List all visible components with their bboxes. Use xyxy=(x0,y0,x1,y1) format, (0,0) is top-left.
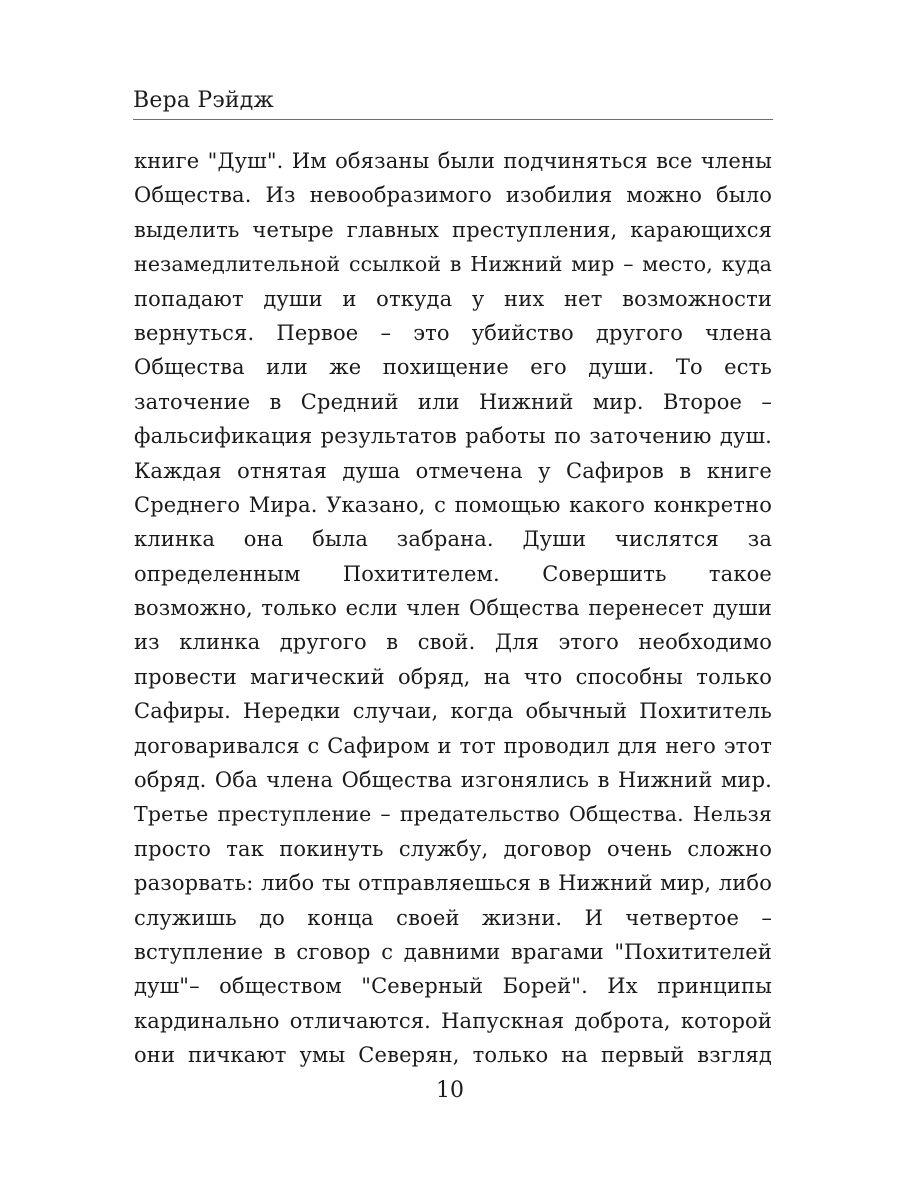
text-line: книге "Душ". Им обязаны были подчиняться все члены xyxy=(134,149,772,173)
text-line: незамедлительной ссылкой в Нижний мир – место, куда xyxy=(134,252,772,277)
text-line: вступление в сговор с давними врагами "Похитителей xyxy=(134,939,772,964)
running-header xyxy=(133,86,773,122)
text-line: определенным Похитителем. Совершить такое xyxy=(134,561,772,586)
text-line: разорвать: либо ты отправляешься в Нижний мир, либо xyxy=(134,871,772,896)
text-line: Каждая отнятая душа отмечена у Сафиров в книге xyxy=(134,458,772,483)
text-line: провести магический обряд, на что способны только xyxy=(134,664,772,689)
text-line: договаривался с Сафиром и тот проводил для него этот xyxy=(134,733,772,758)
text-line: служишь до конца своей жизни. И четвертое – xyxy=(134,905,772,930)
text-line: Среднего Мира. Указано, с помощью какого конкретно xyxy=(134,492,772,517)
text-line: возможно, только если член Общества перенесет души xyxy=(134,596,772,621)
text-line: Общества. Из невообразимого изобилия можно было xyxy=(134,183,772,208)
text-line: заточение в Средний или Нижний мир. Второе – xyxy=(134,389,772,414)
text-line: кардинально отличаются. Напускная доброта, которой xyxy=(134,1008,772,1033)
text-line: Сафиры. Нередки случаи, когда обычный Похититель xyxy=(134,699,772,724)
text-line: душ"– обществом "Северный Борей". Их принципы xyxy=(134,974,772,999)
page-body-text xyxy=(134,144,772,1073)
text-line: Общества или же похищение его души. То есть xyxy=(134,355,772,380)
author-name: Вера Рэйдж xyxy=(133,88,274,113)
text-line: клинка она была забрана. Души числятся за xyxy=(134,527,772,552)
text-line: они пичкают умы Северян, только на первый взгляд xyxy=(134,1043,772,1068)
text-line: из клинка другого в свой. Для этого необходимо xyxy=(134,630,772,655)
text-line: обряд. Оба члена Общества изгонялись в Нижний мир. xyxy=(134,768,772,793)
text-line: попадают души и откуда у них нет возможности xyxy=(134,286,772,311)
text-line: вернуться. Первое – это убийство другого члена xyxy=(134,320,772,345)
text-line: выделить четыре главных преступления, карающихся xyxy=(134,217,772,242)
page-number: 10 xyxy=(436,1078,464,1103)
text-line: просто так покинуть службу, договор очень сложно xyxy=(134,836,772,861)
text-line: Третье преступление – предательство Общества. Нельзя xyxy=(134,802,772,827)
header-rule xyxy=(133,119,773,120)
text-line: фальсификация результатов работы по заточению душ. xyxy=(134,424,772,449)
